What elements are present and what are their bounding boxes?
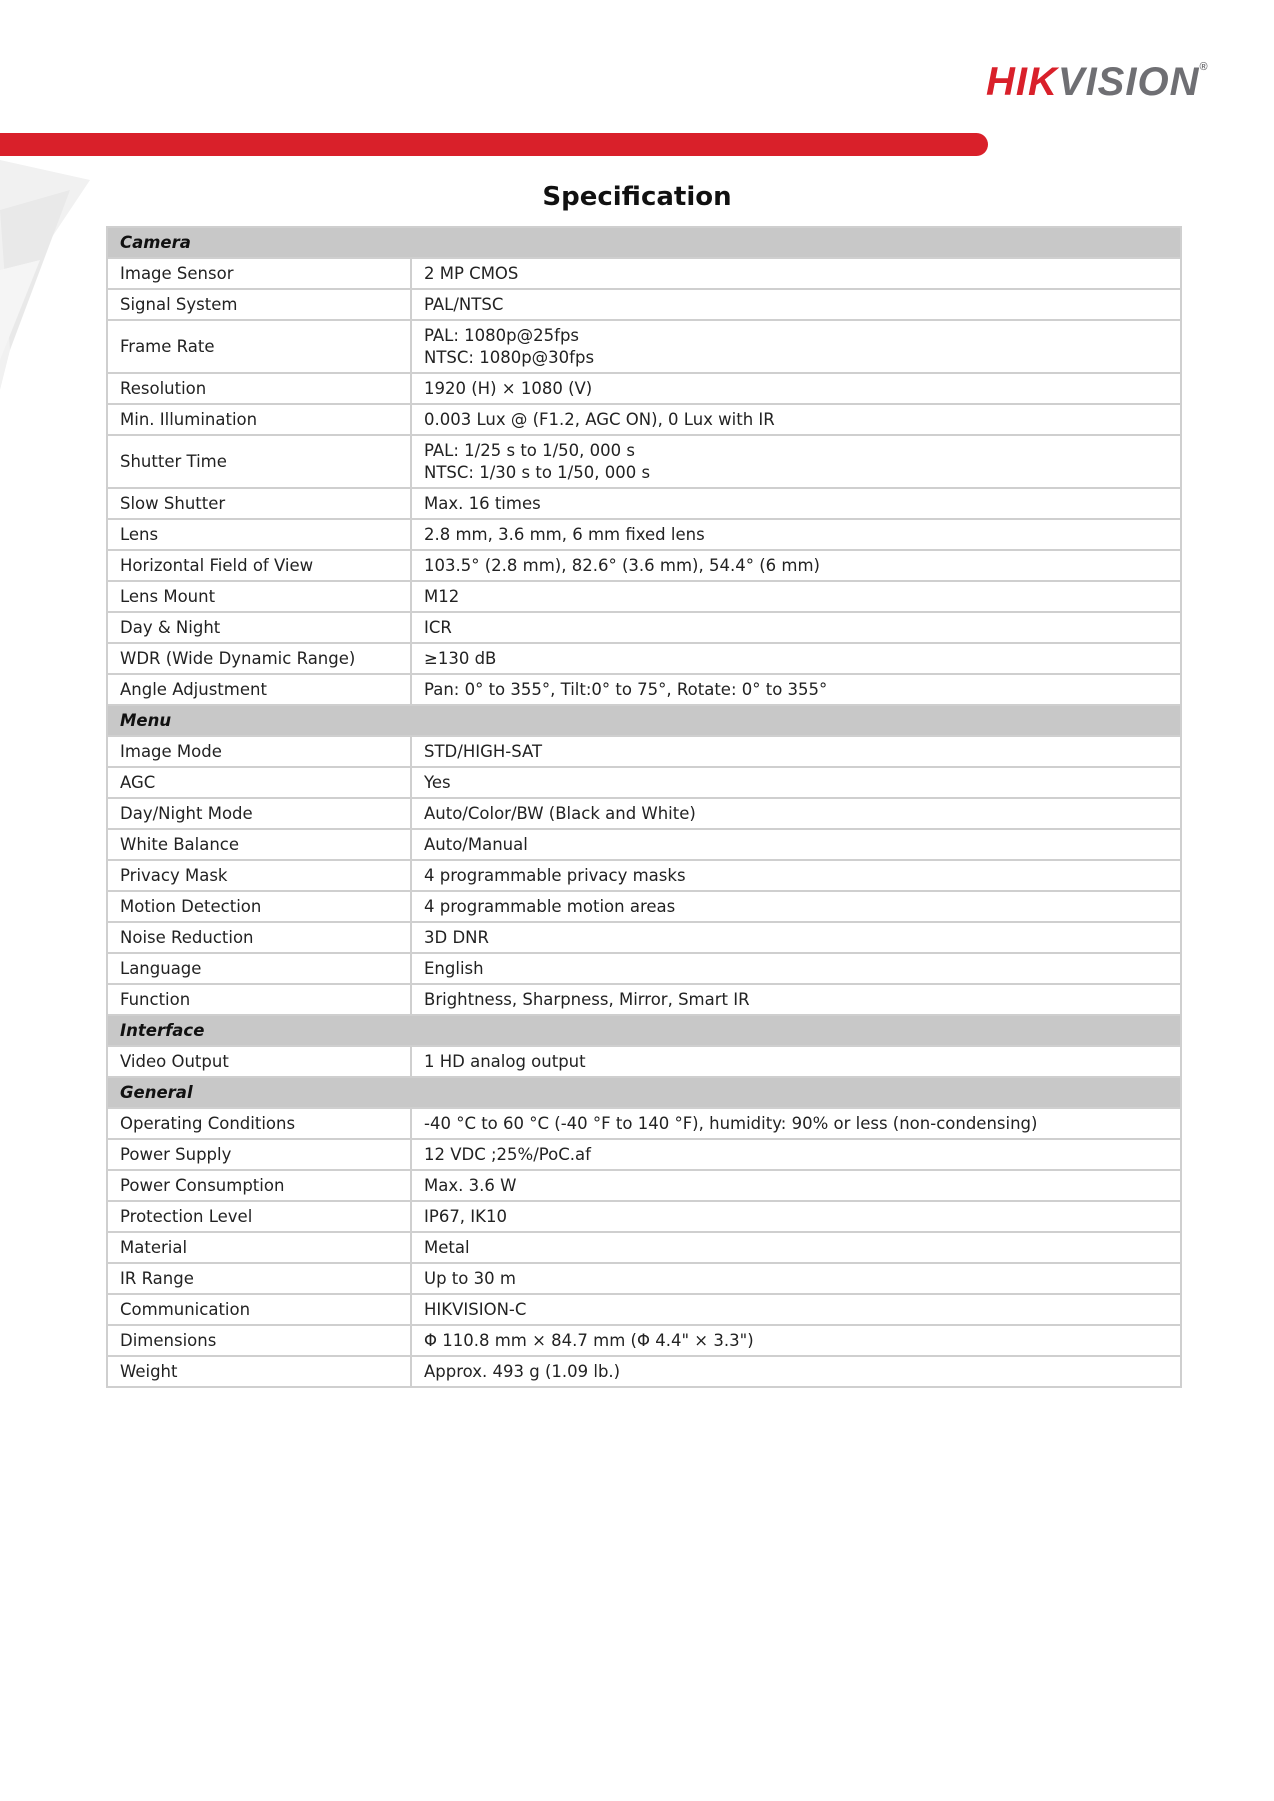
row-label: Image Mode <box>107 736 411 767</box>
row-value: IP67, IK10 <box>411 1201 1181 1232</box>
row-value: Max. 16 times <box>411 488 1181 519</box>
table-row <box>107 1263 1181 1294</box>
row-value: 12 VDC ;25%/PoC.af <box>411 1139 1181 1170</box>
table-row <box>107 581 1181 612</box>
row-value-line: PAL: 1/25 s to 1/50, 000 s <box>424 441 636 461</box>
row-value: Auto/Color/BW (Black and White) <box>411 798 1181 829</box>
section-header-menu <box>107 705 1181 736</box>
row-value-line: NTSC: 1/30 s to 1/50, 000 s <box>424 462 651 482</box>
table-row <box>107 1356 1181 1387</box>
row-label: Shutter Time <box>107 435 411 488</box>
row-value: Pan: 0° to 355°, Tilt:0° to 75°, Rotate: 0° to 355° <box>411 674 1181 705</box>
row-value: 3D DNR <box>411 922 1181 953</box>
table-row <box>107 373 1181 404</box>
row-value: M12 <box>411 581 1181 612</box>
hikvision-logo <box>986 62 1209 102</box>
row-label: Lens Mount <box>107 581 411 612</box>
row-value: STD/HIGH-SAT <box>411 736 1181 767</box>
row-value: 0.003 Lux @ (F1.2, AGC ON), 0 Lux with IR <box>411 404 1181 435</box>
table-row <box>107 984 1181 1015</box>
specification-table <box>106 226 1182 1388</box>
row-label: Power Supply <box>107 1139 411 1170</box>
row-label: Noise Reduction <box>107 922 411 953</box>
row-label: Day & Night <box>107 612 411 643</box>
table-row <box>107 404 1181 435</box>
section-title: General <box>107 1077 1181 1108</box>
row-value <box>411 435 1181 488</box>
row-label: WDR (Wide Dynamic Range) <box>107 643 411 674</box>
row-value: 1920 (H) × 1080 (V) <box>411 373 1181 404</box>
table-row <box>107 1201 1181 1232</box>
row-value: Up to 30 m <box>411 1263 1181 1294</box>
row-label: Motion Detection <box>107 891 411 922</box>
table-row <box>107 488 1181 519</box>
section-title: Camera <box>107 227 1181 258</box>
row-value: English <box>411 953 1181 984</box>
section-title: Interface <box>107 1015 1181 1046</box>
table-row <box>107 643 1181 674</box>
row-label: Material <box>107 1232 411 1263</box>
logo-vision: VISION <box>1057 60 1200 104</box>
row-value: 1 HD analog output <box>411 1046 1181 1077</box>
row-value: Brightness, Sharpness, Mirror, Smart IR <box>411 984 1181 1015</box>
row-value: Approx. 493 g (1.09 lb.) <box>411 1356 1181 1387</box>
table-row <box>107 674 1181 705</box>
row-label: Language <box>107 953 411 984</box>
row-value: Yes <box>411 767 1181 798</box>
row-label: Image Sensor <box>107 258 411 289</box>
logo-registered-mark: ® <box>1199 61 1209 73</box>
table-row <box>107 736 1181 767</box>
table-row <box>107 289 1181 320</box>
table-row <box>107 1294 1181 1325</box>
logo-hik: HIK <box>986 60 1058 104</box>
row-value: 2 MP CMOS <box>411 258 1181 289</box>
row-value: -40 °C to 60 °C (-40 °F to 140 °F), humidity: 90% or less (non-condensing) <box>411 1108 1181 1139</box>
row-value: Max. 3.6 W <box>411 1170 1181 1201</box>
table-row <box>107 798 1181 829</box>
row-label: Video Output <box>107 1046 411 1077</box>
row-value: 4 programmable motion areas <box>411 891 1181 922</box>
table-row <box>107 320 1181 373</box>
table-row <box>107 550 1181 581</box>
row-label: Horizontal Field of View <box>107 550 411 581</box>
row-value-line: PAL: 1080p@25fps <box>424 326 580 346</box>
row-label: Resolution <box>107 373 411 404</box>
table-row <box>107 767 1181 798</box>
row-value: 2.8 mm, 3.6 mm, 6 mm fixed lens <box>411 519 1181 550</box>
table-row <box>107 829 1181 860</box>
table-row <box>107 612 1181 643</box>
table-row <box>107 258 1181 289</box>
row-label: White Balance <box>107 829 411 860</box>
row-value: Φ 110.8 mm × 84.7 mm (Φ 4.4" × 3.3") <box>411 1325 1181 1356</box>
table-row <box>107 519 1181 550</box>
page-title: Specification <box>542 182 732 212</box>
row-label: Day/Night Mode <box>107 798 411 829</box>
row-label: Angle Adjustment <box>107 674 411 705</box>
row-label: Power Consumption <box>107 1170 411 1201</box>
row-value: PAL/NTSC <box>411 289 1181 320</box>
row-label: Signal System <box>107 289 411 320</box>
table-row <box>107 1046 1181 1077</box>
row-label: AGC <box>107 767 411 798</box>
table-row <box>107 860 1181 891</box>
table-row <box>107 1325 1181 1356</box>
row-value: 103.5° (2.8 mm), 82.6° (3.6 mm), 54.4° (6 mm) <box>411 550 1181 581</box>
row-label: Weight <box>107 1356 411 1387</box>
table-row <box>107 1232 1181 1263</box>
header-red-bar <box>0 133 988 156</box>
section-header-interface <box>107 1015 1181 1046</box>
row-label: Lens <box>107 519 411 550</box>
table-row <box>107 435 1181 488</box>
row-value-line: NTSC: 1080p@30fps <box>424 347 595 367</box>
row-label: Slow Shutter <box>107 488 411 519</box>
row-label: Function <box>107 984 411 1015</box>
row-value: HIKVISION-C <box>411 1294 1181 1325</box>
row-label: Privacy Mask <box>107 860 411 891</box>
table-row <box>107 922 1181 953</box>
section-title: Menu <box>107 705 1181 736</box>
row-label: Dimensions <box>107 1325 411 1356</box>
section-header-general <box>107 1077 1181 1108</box>
row-label: Protection Level <box>107 1201 411 1232</box>
row-value: Metal <box>411 1232 1181 1263</box>
row-value: ICR <box>411 612 1181 643</box>
row-label: Communication <box>107 1294 411 1325</box>
table-row <box>107 1108 1181 1139</box>
table-row <box>107 1170 1181 1201</box>
row-label: IR Range <box>107 1263 411 1294</box>
row-label: Operating Conditions <box>107 1108 411 1139</box>
row-label: Frame Rate <box>107 320 411 373</box>
row-value <box>411 320 1181 373</box>
row-value: ≥130 dB <box>411 643 1181 674</box>
row-value: Auto/Manual <box>411 829 1181 860</box>
table-row <box>107 891 1181 922</box>
section-header-camera <box>107 227 1181 258</box>
table-row <box>107 1139 1181 1170</box>
row-value: 4 programmable privacy masks <box>411 860 1181 891</box>
row-label: Min. Illumination <box>107 404 411 435</box>
table-row <box>107 953 1181 984</box>
